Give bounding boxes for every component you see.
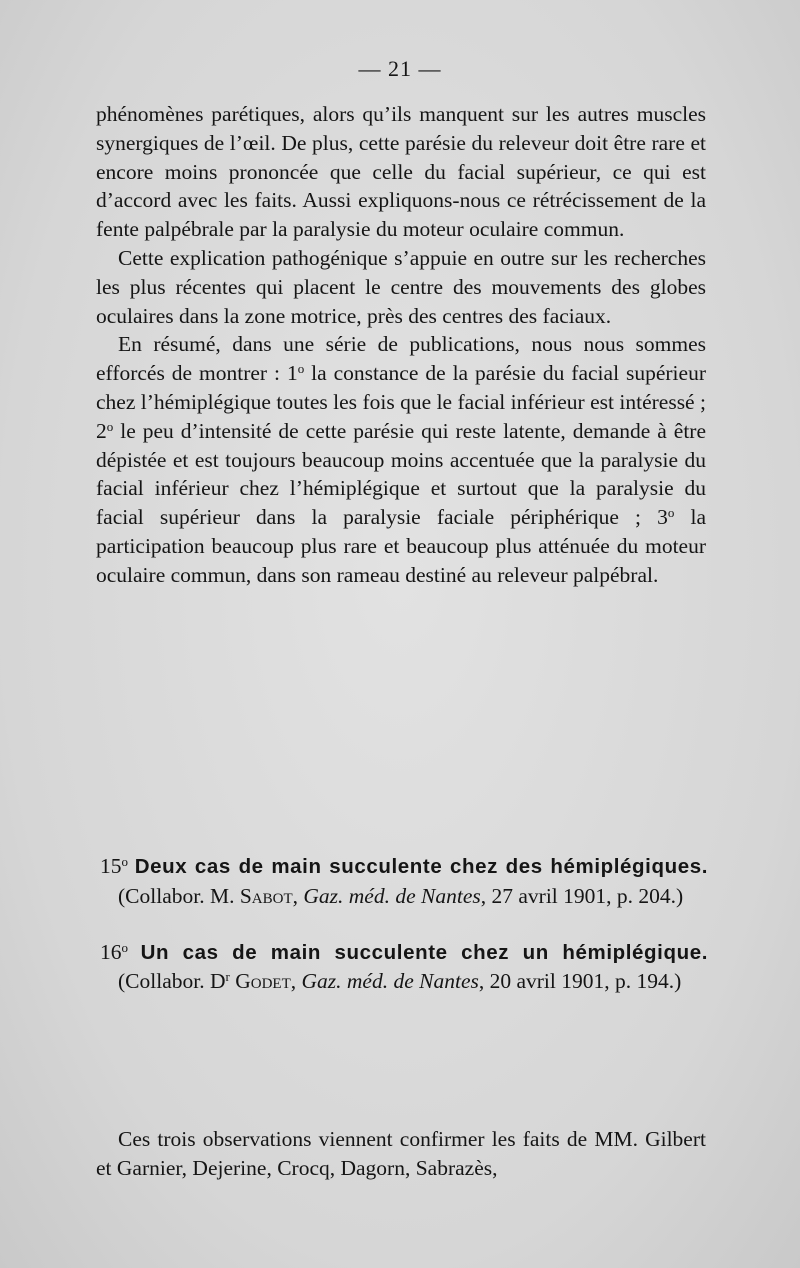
page-number: — 21 —: [358, 56, 442, 81]
summary-text-2: la constance de la parésie du facial supérieur chez l’hémiplégique toutes les fois que le facial inférieur est intéressé ; 2: [96, 361, 706, 443]
entry-author: Godet: [235, 969, 291, 994]
entry-collab: (Collabor. D: [118, 969, 226, 994]
ordinal-mark: o: [667, 505, 675, 521]
entry-author: Sabot: [239, 883, 293, 908]
paragraph-summary: [96, 330, 706, 589]
bibliography-entry-16: 16$^o$ Un cas de main succulente chez un hémiplégique. (Collabor. $D^r$ Godet, Gaz. méd. de Nantes, 20 avril 1901, p. 194.): [100, 939, 708, 994]
entry-journal: Gaz. méd. de Nantes: [303, 883, 481, 908]
paragraph-closing: Ces trois observations viennent confirmer les faits de MM. Gilbert et Garnier, Dejerine, Crocq, Dagorn, Sabrazès,: [96, 1127, 706, 1180]
closing-text: [96, 1125, 706, 1183]
entry-title: Deux cas de main succulente chez des hémiplégiques.: [134, 855, 708, 878]
entry-date: , 27 avril 1901, p. 204.): [480, 883, 684, 908]
main-text: [96, 100, 706, 590]
entry-collab: (Collabor. M.: [118, 883, 240, 908]
bibliography-entry-15: 15$^o$ Deux cas de main succulente chez des hémiplégiques. (Collabor. M. Sabot, Gaz. méd. de Nantes, 27 avril 1901, p. 204.): [100, 854, 708, 908]
summary-text-3: le peu d’intensité de cette parésie qui reste latente, demande à être dépistée et est toujours beaucoup moins accentuée que la paralysie du facial inférieur chez l’hémiplégique et surtout que la paralysie du facial supérieur dans la paralysie faciale périphérique ; 3: [96, 418, 706, 530]
entry-journal: Gaz. méd. de Nantes: [301, 969, 479, 994]
paragraph-continued: phénomènes parétiques, alors qu’ils manquent sur les autres muscles synergiques de l’œil. De plus, cette parésie du releveur doit être rare et encore moins prononcée que celle du facial supérieur, ce qui est d’accord avec les faits. Aussi expliquons-nous ce rétrécissement de la fente palpébrale par la paralysie du moteur oculaire commun.: [96, 102, 706, 242]
entry-number: 16$^o$: [100, 939, 128, 964]
paragraph-explanation: Cette explication pathogénique s’appuie en outre sur les recherches les plus récentes qui placent le centre des mouvements des globes oculaires dans la zone motrice, près des centres des faciaux.: [96, 245, 706, 328]
ordinal-mark: o: [106, 418, 114, 434]
entry-title: Un cas de main succulente chez un hémiplégique.: [140, 940, 708, 964]
ordinal-mark: o: [297, 361, 305, 377]
bibliography-list: [100, 852, 708, 1023]
entry-date: , 20 avril 1901, p. 194.): [478, 969, 682, 994]
summary-text-1: En résumé, dans une série de publications, nous nous sommes efforcés de montrer : 1: [96, 332, 706, 386]
summary-text-4: la participation beaucoup plus rare et beaucoup plus atténuée du moteur oculaire commun, dans son rameau destiné au releveur palpébral.: [96, 505, 706, 587]
entry-number: 15$^o$: [100, 854, 128, 878]
